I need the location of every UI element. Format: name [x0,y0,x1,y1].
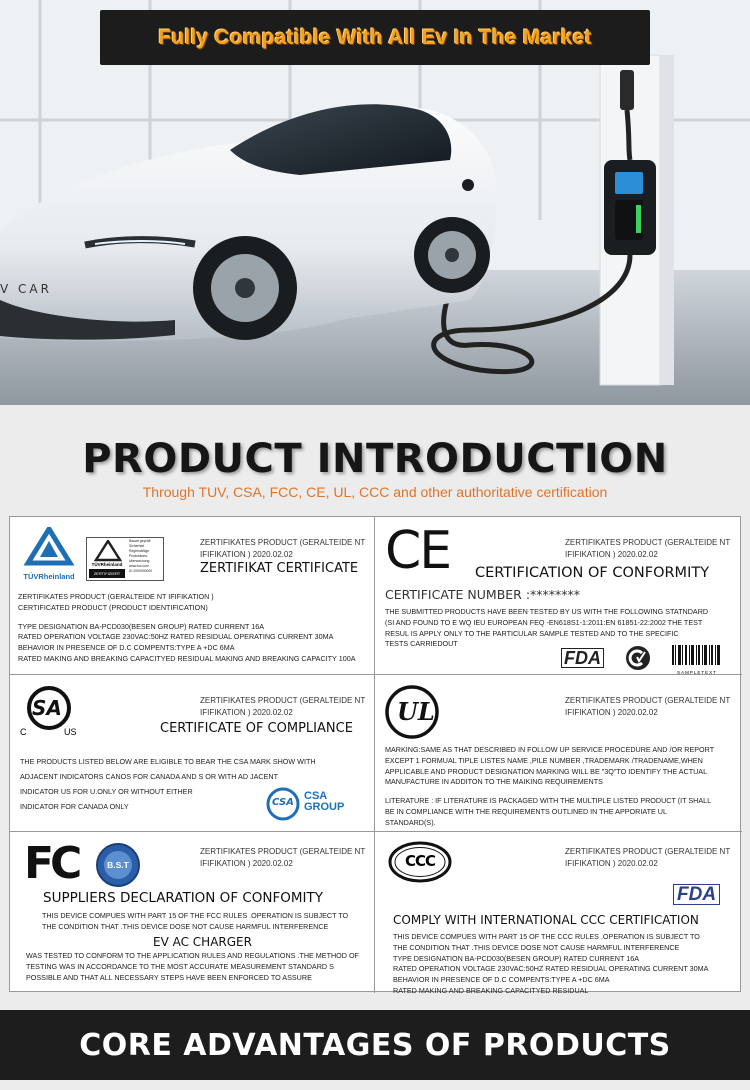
core-advantages-title: CORE ADVANTAGES OF PRODUCTS [79,1027,671,1063]
ccc-body: THIS DEVICE COMPUES WITH PART 15 OF THE CCC RULES .OPERATION IS SUBJECT TO THE CONDITION THAT .THIS DEVICE DOSE NOT CAUSE HARMFUL INTERFERENCE TYPE DESIGNATION BA-PCD030(BESEN GROUP) RATED CURRENT 16A RATED OPERATION VOLTAGE 230VAC:50HZ RATED RESIDUAL OPERATING CURRENT 30MA BEHAVIOR IN PRESENCE OF D.C COMPENTS:TYPE A +DC 6MA RATED MAKING AND BREAKING CAPACITYED RESIDUAL [393,932,709,993]
tuv-title: ZERTIFIKAT CERTIFICATE [200,561,359,576]
tuv-certificate [10,517,375,675]
banner-title: Fully Compatible With All Ev In The Market [158,25,592,49]
tuv-logo: TÜVRheinland [18,527,80,579]
tuv-body: ZERTIFIKATES PRODUCT (GERALTEIDE NT IFIFIKATION ) CERTIFICATED PRODUCT (PRODUCT IDENTIFICATION) TYPE DESIGNATION BA-PCD030(BESEN GROUP) RATED CURRENT 16A RATED OPERATION VOLTAGE 230VAC:50HZ RATED RESIDUAL OPERATING CURRENT 30MA BEHAVIOR IN PRESENCE OF D.C COMPENTS:TYPE A +DC 6MA RATED MAKING AND BREAKING CAPACITYED RESIDUAL MAKING AND BREAKING CAPACITY 100A [18,592,356,663]
tuv-mark-icon [89,540,127,562]
ul-logo: UL [385,685,439,739]
fcc-body-top: THIS DEVICE COMPUES WITH PART 15 OF THE FCC RULES .OPERATION IS SUBJECT TO THE CONDITION THAT .THIS DEVICE DOSE NOT CAUSE HARMFUL INTERFERENCE [42,911,349,931]
fcc-certificate [10,832,375,993]
bst-logo: B.S.T [95,842,141,888]
ccc-title: COMPLY WITH INTERNATIONAL CCC CERTIFICATION [393,913,699,927]
fcc-subtitle: EV AC CHARGER [153,935,252,949]
page-title: PRODUCT INTRODUCTION [82,436,668,482]
c-tick-icon [625,645,651,671]
csa-body: THE PRODUCTS LISTED BELOW ARE ELIGIBLE TO BEAR THE CSA MARK SHOW WITH ADJACENT INDICATORS CANOS FOR CANADA AND S OR WITH AD JACENT INDICATOR US FOR U.ONLY OR WITHOUT EITHER INDICATOR FOR CANADA ONLY [20,757,316,811]
ce-header: ZERTIFIKATES PRODUCT (GERALTEIDE NT IFIFIKATION ) 2020.02.02 [565,538,731,559]
barcode-icon [671,645,723,665]
hero-image [0,0,750,405]
top-banner [100,10,650,65]
core-advantages-band [0,1010,750,1080]
ce-body: THE SUBMITTED PRODUCTS HAVE BEEN TESTED BY US WITH THE FOLLOWING STATNDARD (SI AND FOUND TO E WQ IEU EUROPEAN FEQ -EN618S1-1:2011:EN 61851-22:2002 THE TEST RESUL IS APPLY ONLY TO THE PARTICULAR SAMPLE TESTED AND TO THE SPECIFIC TESTS CARRIEDOUT [385,607,709,649]
ul-header: ZERTIFIKATES PRODUCT (GERALTEIDE NT IFIFIKATION ) 2020.02.02 [565,696,731,717]
barcode: SAMPLETEXT [671,645,723,671]
ccc-logo: CCC [387,840,453,884]
fcc-logo: FC [24,838,79,889]
car-front-lettering: V CAR [0,282,52,296]
ce-certificate [375,517,742,675]
csa-certificate [10,675,375,832]
certificate-grid [9,516,741,992]
ce-title: CERTIFICATION OF CONFORMITY [475,565,710,581]
fda-mark: FDA [673,884,720,905]
ce-logo: CE [385,521,451,581]
page-subtitle: Through TUV, CSA, FCC, CE, UL, CCC and other authoritative certification [142,484,608,500]
tuv-triangle-icon [18,527,80,567]
ccc-header: ZERTIFIKATES PRODUCT (GERALTEIDE NT IFIFIKATION ) 2020.02.02 [565,847,731,868]
fda-mark: FDA [561,648,604,668]
csa-logo: SA C US [20,685,80,740]
csa-header: ZERTIFIKATES PRODUCT (GERALTEIDE NT IFIFIKATION ) 2020.02.02 [200,696,366,717]
fcc-header: ZERTIFIKATES PRODUCT (GERALTEIDE NT IFIFIKATION ) 2020.02.02 [200,847,366,868]
csa-group-logo: CSA CSA GROUP [266,787,361,823]
tuv-certification-mark: TÜVRheinland ZERTIFIZIERT Bauart geprüft Sicherheit Regelmäßige Produktions- überwachung www.tuv.com ID 2000000000 [86,537,164,581]
ul-body: MARKING:SAME AS THAT DESCRIBED IN FOLLOW UP SERVICE PROCEDURE AND /OR REPORT EXCEPT 1 FORMUAL TIPLE LISTES NAME ,PILE NUMBER ,TRADEMARK /TRADENAME,WHEN APPLICABLE AND PRODUCT DESIGNATION MARKING WILL BE "3Q"TO IDENTIFY THE ACTUAL MANUFACTURE IN ADDITON TO THE MAIKING REQUIREMENTS LITERATURE : IF LITERATURE IS PACKAGED WITH THE MULTIPLE LISTED PRODUCT (IT SHALL BE IN COMPLIANCE WITH THE REQUIREMENTS OUTLINED IN THE APPORIATE UL STANDARD(S). [385,745,715,827]
tuv-mark-notes: Bauart geprüft Sicherheit Regelmäßige Produktions- überwachung www.tuv.com ID 2000000000 [129,539,153,573]
ccc-certificate [375,832,742,993]
fcc-title: SUPPLIERS DECLARATION OF CONFOMITY [43,890,324,906]
ce-number: CERTIFICATE NUMBER :******** [385,587,581,602]
tuv-header: ZERTIFIKATES PRODUCT (GERALTEIDE NT IFIFIKATION ) 2020.02.02 [200,538,366,559]
fcc-body-bottom: WAS TESTED TO CONFORM TO THE APPLICATION RULES AND REGULATIONS .THE METHOD OF TESTING WAS IN ACCORDANCE TO THE MOST ACCURATE MEASUREMENT STANDARD S POSSIBLE AND THAT ALL NECESSARY STEPS HAVE BEEN ENFORCED TO ASSURE [26,951,359,982]
csa-title: CERTIFICATE OF COMPLIANCE [160,721,353,736]
ul-certificate [375,675,742,832]
